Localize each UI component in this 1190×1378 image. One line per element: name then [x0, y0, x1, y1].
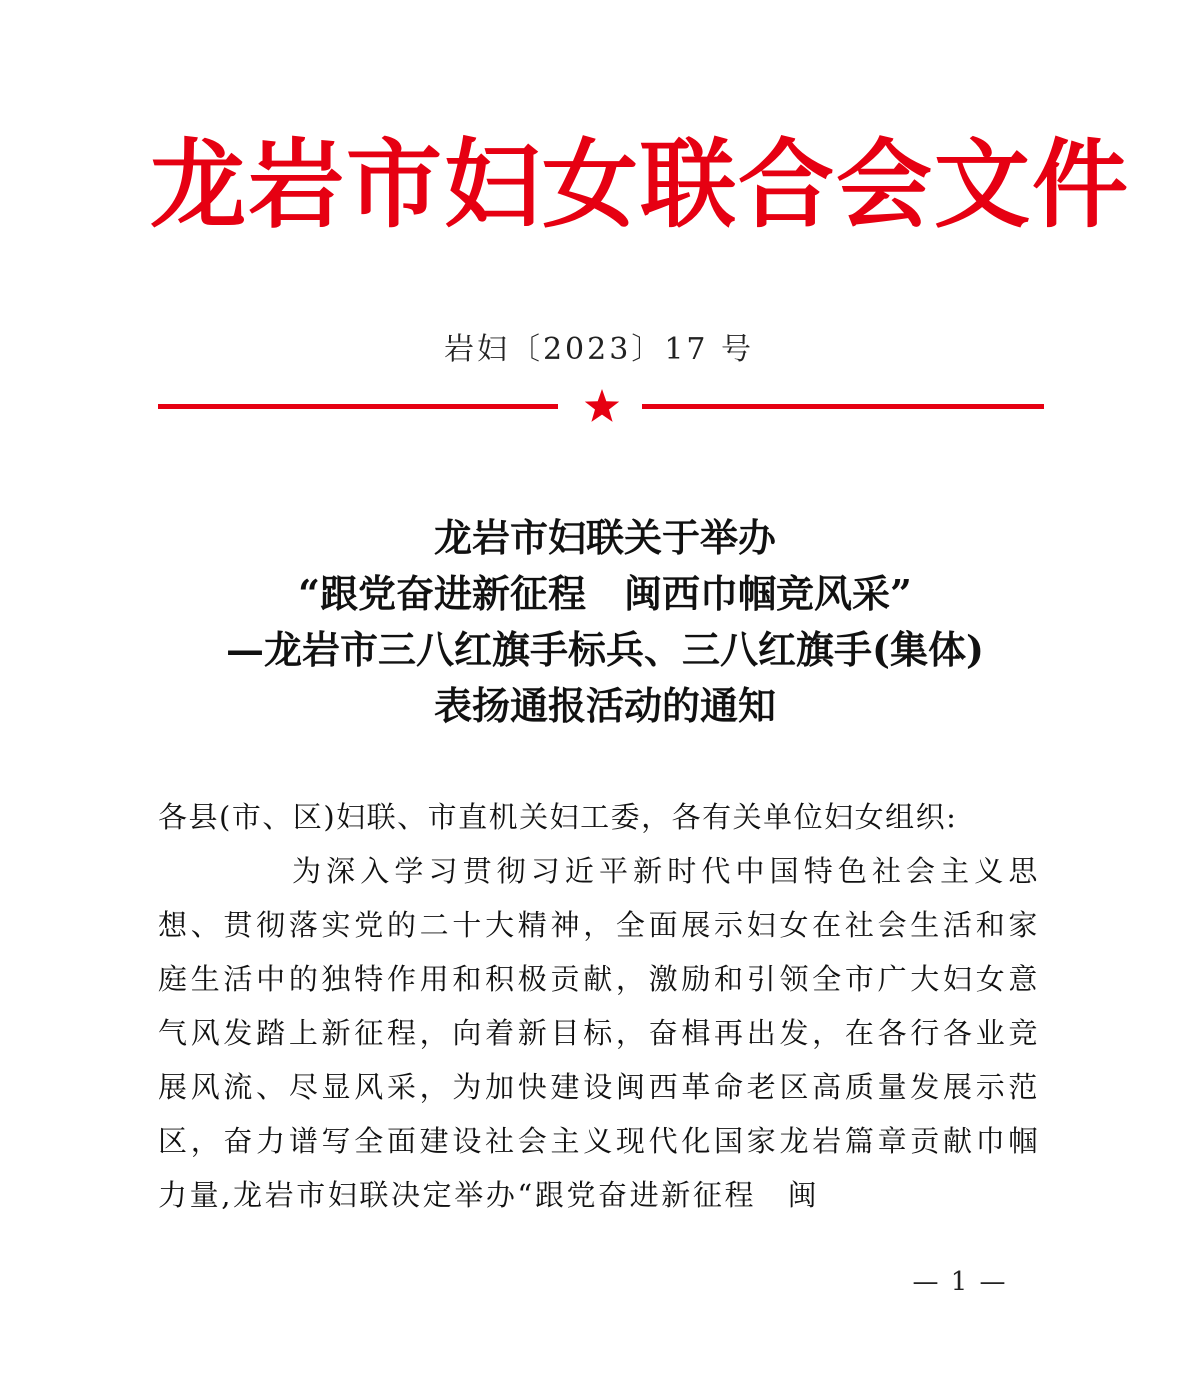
notice-title-line-4: 表扬通报活动的通知 — [433, 683, 776, 728]
notice-title-line-2: “跟党奋进新征程 闽西巾帼竞风采” — [298, 571, 912, 616]
divider-line-right — [642, 404, 1044, 409]
red-divider — [158, 388, 1044, 428]
page-number: — 1 — — [912, 1267, 1008, 1297]
document-number: 岩妇〔2023〕17 号 — [443, 332, 755, 367]
star-icon — [584, 388, 620, 424]
divider-line-left — [158, 404, 558, 409]
notice-title-line-3: —龙岩市三八红旗手标兵、三八红旗手(集体) — [226, 627, 984, 672]
notice-body — [158, 790, 1040, 1222]
body-paragraph: 为深入学习贯彻习近平新时代中国特色社会主义思想、贯彻落实党的二十大精神，全面展示妇女在社会生活和家庭生活中的独特作用和积极贡献，激励和引领全市广大妇女意气风发踏上新征程，向着新目标，奋楫再出发，在各行各业竞展风流、尽显风采，为加快建设闽西革命老区高质量发展示范区，奋力谱写全面建设社会主义现代化国家龙岩篇章贡献巾帼力量,龙岩市妇联决定举办“跟党奋进新征程 闽 — [158, 854, 1040, 1212]
addressee-line: 各县(市、区)妇联、市直机关妇工委，各有关单位妇女组织: — [158, 800, 958, 834]
notice-title — [140, 510, 1070, 734]
notice-title-line-1: 龙岩市妇联关于举办 — [433, 515, 776, 560]
document-masthead: 龙岩市妇女联合会文件 — [150, 128, 1130, 241]
